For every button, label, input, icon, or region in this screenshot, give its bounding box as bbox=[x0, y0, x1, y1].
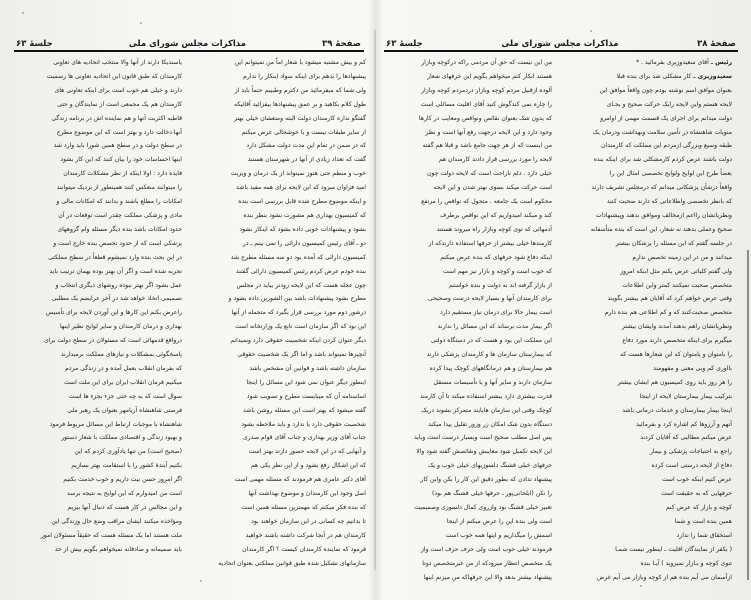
text-line: گفتگو نداره کارمندان دولت البته وضعشان خیلی بهتر bbox=[233, 114, 366, 122]
speech-text: بااوری کم وبی معنی و مفهومند bbox=[653, 364, 732, 372]
text-line bbox=[562, 348, 732, 362]
text-line: دارند و خیلی هم خوب است برای اینکه تعاونی های bbox=[54, 86, 182, 94]
text-line: و اینکه موضوع مطرح شده قابل بررسی است بنده bbox=[238, 198, 366, 206]
text-line: است حرکت میکند بسوی بهتر شدن و این لایحه bbox=[433, 184, 552, 192]
speech-text: طبقه وسیع وبزرگی ازمردم این مملکت که کارمندان bbox=[601, 142, 732, 150]
speech-text: راجع به احتیاجات پزشکی و بیمار bbox=[649, 448, 732, 456]
text-line bbox=[562, 404, 732, 418]
text-line bbox=[562, 126, 732, 140]
right-page-column-right bbox=[562, 56, 732, 584]
text-line: پاسخگوئی بمشکلات و نیازهای مملکت برمیدارند bbox=[60, 351, 182, 359]
text-line: شاهنشاه با موجبات ارتباط این مسائل مربوط فرمود bbox=[49, 420, 182, 428]
speech-text: میگیرم برای اینکه متخصص دارند مورد دفاع bbox=[622, 337, 732, 345]
speech-text: ازآسمان می آیم بنده هم از کوچه وبازار می آیم غرض bbox=[596, 573, 732, 581]
speech-text: را بامتوان و یامتوان که این شعارها هست که bbox=[620, 351, 732, 359]
text-line bbox=[562, 153, 732, 167]
speech-text: ونظریاتشان رااعم ازمخالف وموافق بدهند وپیشنهادات bbox=[595, 211, 732, 219]
text-line: کم و بیش مشتبه میشود با شعار اماّ من نمیتوانم این bbox=[234, 59, 366, 66]
text-line: کارمندان که طبق قانون این اتحادیه تعاونی ها رسمیت bbox=[46, 72, 182, 80]
text-line bbox=[562, 320, 732, 334]
text-line: گفت که تعداد زیادی از آنها در شهرستان هستند bbox=[247, 156, 366, 164]
text-line: تا بدانیم چه کسانی در این سازمان خواهند بود bbox=[251, 517, 366, 525]
text-line: است بیمار حالا برای درمان نیاز مستقیم دارد bbox=[440, 309, 552, 317]
text-line: پیشنهاد بیشتر بدهد والا این حرفهاکه من میزنم اینها bbox=[423, 573, 552, 581]
speech-text: میدانند و من در این زمینه تخصص ندارم bbox=[632, 253, 732, 261]
text-line bbox=[562, 56, 732, 70]
left-page-header bbox=[16, 36, 361, 49]
text-line: اصل وجود این کارمندان و موضوع بهداشت آنها bbox=[248, 490, 366, 498]
text-line: که بدون شک بعنوان نقائص ونواقص ومعایب در کارها bbox=[418, 114, 552, 122]
text-line: سوال است که به چه حتی جزء بجزء ها است bbox=[68, 392, 182, 400]
text-line: دستگاه بدون شک امکان زر وزور تقلیل پیدا میکند bbox=[428, 420, 552, 428]
text-line: که بیمارستان سازمان ها و کارمندان پزشکی دارند bbox=[426, 351, 552, 359]
scan-speck bbox=[590, 30, 592, 32]
speech-text: ولی گفتم کلیاتی عرض بکنم مثل اینکه امروز bbox=[620, 267, 732, 275]
text-line: پیشنهاد ندادن که بطور دقیق این کار را بکن واین کار bbox=[420, 476, 552, 484]
right-page bbox=[376, 0, 751, 600]
speech-text: را هر روز باید روی کمیسیون هم ایشان بیشتر bbox=[617, 378, 732, 386]
speech-text: بترکیب بیمار بیمارستان لایحه از اینجا bbox=[639, 392, 732, 400]
speech-text: بعضاً طرح این لوایح ولوایح تخصصی امثال این را bbox=[609, 170, 732, 178]
text-line: اگر امروز حسن نیت داریم و خوب خدمت بکنیم bbox=[63, 476, 182, 484]
text-line: در سطح دولت و در سطح همین شورا باید وارد شد bbox=[53, 142, 182, 150]
text-line bbox=[562, 501, 732, 515]
text-line bbox=[562, 223, 732, 237]
text-line: حدود امکانات باشد بنده دیگر مسئله وام گروههای bbox=[57, 225, 182, 233]
text-line bbox=[562, 445, 732, 459]
text-line: سازمانهای تشکیل شده طبق قوانین مملکتی بعنوان اتحادیه bbox=[218, 559, 366, 567]
text-line: کوچک وقتی این سازمان هایایند متمرکز بشوند دریک bbox=[421, 406, 552, 414]
text-line: ولی شما که میفرمائید من دکترم وطبیبم حتماً باید از bbox=[234, 86, 366, 94]
text-line: اگر بیمار مدت برساند که این مسائل را ندارند bbox=[437, 323, 552, 331]
speech-text: بعنوان موافق اسم نوشته بودم چون واقعاً موافق این bbox=[599, 86, 732, 94]
text-line bbox=[562, 70, 732, 84]
speech-text: دولت میدانم برای اجرای یک قسمت مهمی از اوامرو bbox=[600, 114, 732, 122]
left-page-session: جلسهٔ ۶۳ bbox=[16, 39, 53, 49]
text-line: پیشنهادها را بدهم برای اینکه سواد اینکار را ندارم bbox=[243, 72, 366, 80]
left-page-title: مذاکرات مجلس شورای ملی bbox=[128, 39, 246, 49]
text-line bbox=[562, 265, 732, 279]
left-page-column-right bbox=[196, 56, 366, 571]
text-line: شخصیت حقوقی دارد یا ندارد و باید ملاحظه بشود bbox=[241, 420, 366, 428]
right-page-number: صفحهٔ ۳۸ bbox=[697, 39, 736, 49]
text-line: اینکه دفاع شود حرفهای که بنده عرض میکنم bbox=[440, 253, 552, 261]
text-line: این مملکت این بود و هست که در دستگاه دولتی bbox=[430, 337, 552, 345]
text-line bbox=[562, 362, 732, 376]
right-page-session: جلسهٔ ۶۳ bbox=[386, 39, 423, 49]
text-line: پزشکی است که از حدود تخصص بنده خارج است و bbox=[53, 239, 182, 247]
text-line: تجربه شده است و اگر آن بهتر بوده بهمان ترتیب باید bbox=[49, 267, 182, 275]
right-page-title: مذاکرات مجلس شورای ملی bbox=[501, 39, 619, 49]
text-line: و این مجالس در کار هست که دنبال آنها ببریم bbox=[67, 504, 182, 511]
text-line: هم بیمارستان و هم درمانگاههای کوچک پیدا کرده bbox=[429, 364, 552, 372]
text-line: سازمان داشته باشد و قوانین آن مشخص باشد bbox=[249, 364, 366, 372]
text-line bbox=[562, 529, 732, 543]
text-line bbox=[562, 390, 732, 404]
text-line: امکانات را مطلع باشند و بدانند که امکانات مالی و bbox=[56, 198, 182, 206]
text-line bbox=[562, 112, 732, 126]
text-line bbox=[562, 306, 732, 320]
text-line bbox=[562, 98, 732, 112]
text-line: بشود و پیشنهادات خوبی داده بشود که اینکار بشود bbox=[239, 225, 366, 233]
text-line: آلوده ازقبیل مردم کوچه وبازار دردمردم کوچه وبازار bbox=[421, 86, 552, 94]
speech-text: صحیح وعملی بدهند نه شعار، این است که بنده متأسفانه bbox=[590, 225, 732, 233]
text-line bbox=[562, 292, 732, 306]
text-line: بنده خودم عرض کردم رئیس کمیسیون دارائی گفتند bbox=[235, 267, 366, 275]
text-line: دو ـ آقای رئیس کمیسیون دارائی را نمی بینم ـ در bbox=[242, 239, 366, 247]
text-line bbox=[562, 181, 732, 195]
text-line: هستند انکار کنم میخواهم بگویم این حرفهای شعار bbox=[427, 72, 552, 80]
text-line: خوب و منظم حتی هنوز نمیتواند از یک درمان و ویزیت bbox=[230, 170, 366, 178]
left-header-rule bbox=[14, 50, 364, 52]
text-line bbox=[562, 209, 732, 223]
text-line: باید صمیمانه و صادقانه نمیخواهم بگویم بیش از حد bbox=[54, 545, 182, 553]
text-line: فرمود که نماینده کارمندان کیست ؟ اگر کارمندان bbox=[242, 545, 366, 553]
text-line bbox=[562, 515, 732, 529]
speech-text: متخصص صحبت نمیکنند کمتر واین اطلاعات bbox=[622, 281, 732, 289]
text-line: این بود که اگر سازمان است تابع یک وزارتخانه است bbox=[235, 323, 366, 331]
speaker-name: سعیدوزیری ـ bbox=[691, 72, 732, 80]
text-line: آقای دکتر عامری هم فرمودند که مسئله مهمی است bbox=[234, 476, 366, 484]
text-line: برای کارمندان آنها و بسیار لایحه درست وصحیحی bbox=[427, 295, 552, 303]
text-line: از سایر طبقات نیست و با خوشحالی عرض میکنم bbox=[241, 128, 366, 136]
text-line: و آنهایی که در این لایحه حضور دارند بهتر است bbox=[248, 448, 366, 456]
text-line: که بفرمان انقلاب بعمل آمده و در زندگی مردم bbox=[65, 364, 182, 372]
text-line: (صحیح است) من تنها یادآوری کردم که این bbox=[74, 448, 182, 456]
right-header-rule bbox=[384, 50, 738, 52]
text-line: است ولی بنده این را عرض میکنم از اینجا bbox=[446, 517, 552, 525]
text-line bbox=[562, 195, 732, 209]
text-line: کارمندها خیلی بیشتر از حرفها استفاده دارندکه از bbox=[428, 239, 552, 247]
text-line: درواقع قدمهائی است که مسئولان در سطح دولت برای bbox=[43, 337, 182, 345]
text-line bbox=[562, 84, 732, 98]
text-line: آنها دخالت دارد و بهتر است که این موضوع مطرح bbox=[56, 128, 182, 136]
text-line: که خوب است و کوچه و بازار نیز مهم است bbox=[443, 267, 552, 275]
text-line: مادی و پزشکی مملکت چقدر است توقعات در آن bbox=[58, 211, 182, 219]
text-line: بهداری و درمان کارمندان و سایر لوایح نظیر اینها bbox=[59, 323, 182, 331]
speech-text: متخصص صحبت‌کنند که و کم اطلاعی هم بنده دارم bbox=[604, 309, 732, 317]
text-line bbox=[562, 473, 732, 487]
right-page-column-left bbox=[382, 56, 552, 584]
text-line: را میتوانند منعکس کنند همینطور از نزدیک میتوانند bbox=[56, 184, 182, 192]
speech-text: حرفهایی که به حقیقت است bbox=[661, 490, 732, 498]
text-line: دیگر عنوان کردن اینکه شخصیت حقوقی دارد ونمیدانم bbox=[230, 337, 366, 345]
text-line bbox=[562, 418, 732, 432]
text-line: کارمندان هم در آنجا شرکت داشته باشند خواهید bbox=[245, 531, 366, 539]
text-line bbox=[562, 459, 732, 473]
speaker-name: رئیس ـ bbox=[708, 59, 732, 66]
text-line: آنچیزها نمیتواند باشد و اما اگر یک شخصیت حقوقی bbox=[237, 351, 366, 359]
left-page-number: صفحهٔ ۳۹ bbox=[322, 39, 361, 49]
text-line: عمل بشود اگر بهتر نبوده روشهای دیگری انتخاب و bbox=[55, 281, 182, 289]
text-line: تصمیمی اتخاذ خواهد شد در آخر عرایضم یک مطلبی bbox=[51, 295, 182, 303]
text-line: محکوم است یک جامعه . متحول که نواقص را مرتفع bbox=[421, 198, 552, 206]
right-page-header bbox=[386, 36, 736, 49]
text-line bbox=[562, 237, 732, 251]
text-line: میکنیم فرمان انقلاب ایران برای این ملت است bbox=[64, 378, 182, 386]
speech-text: ( بکفر از نمایندگان اقلیت ـ اینطور نیست شمـا bbox=[615, 545, 732, 553]
speech-text: که بانظر تخصصی واطلاعاتی که دارند صحبت کنند bbox=[606, 198, 732, 206]
text-line bbox=[562, 167, 732, 181]
text-line: کند و میکند امیدواریم که این نواقص برطرف bbox=[440, 211, 552, 219]
text-line: خیلی دارد . دلم ناراحت است که لایحه دولت چون bbox=[427, 170, 552, 178]
text-line: که بنده فکر میکنم که مهمترین مسئله همین است bbox=[241, 504, 366, 511]
speech-text: منویات شاهنشاه در تأمین سلامت وبهداشت ودرمان یک bbox=[592, 128, 732, 136]
text-line: کمیسیون دارائی که آمده بود دو سه مسئله مطرح شد bbox=[230, 253, 366, 261]
speech-text: وقتی عرض خواهم کرد که آقایان هم بیشتر بگویند bbox=[607, 295, 732, 303]
text-line: فرمودند خیلی خوب است ولی حرف حرف است واز bbox=[420, 545, 552, 553]
speech-text: تنوی کوچه و بـازار نمیروید ) آیـا بنده bbox=[640, 559, 732, 567]
text-line bbox=[562, 334, 732, 348]
speech-text: استحقاق شما را ندارد bbox=[676, 531, 732, 539]
text-line: فایده دارد : اولا اینکه از نظر مشکلات کارمندان bbox=[63, 170, 182, 178]
text-line: اسمش را میگذاریم و اینها همه خوب است bbox=[445, 531, 552, 539]
text-line bbox=[562, 543, 732, 557]
left-page-column-left bbox=[12, 56, 182, 557]
text-line: که کمیسیون بهداری هم مشورت بشود بنظر بنده bbox=[243, 211, 366, 219]
text-line: که این اشکال رفع بشود و از این نظر یکی هم bbox=[250, 462, 366, 470]
text-line: بکنیم آیندهٔ کشور را با استقامت بهتر بسازیم bbox=[71, 462, 182, 470]
speech-text: دولت باشند عرض کردم کارمشکلی شد برای اینکه بنده bbox=[593, 156, 732, 164]
text-line: تعبیر خیلی قشنگ بود وازروی کمال دلسوزی وصمیمیت bbox=[414, 504, 552, 511]
text-line bbox=[562, 571, 732, 585]
text-line: قدرت بیشتری دارد بیشتر استفاده میکند تا آن کارمند bbox=[419, 392, 552, 400]
scan-speck bbox=[22, 12, 24, 14]
text-line: در این بحث بنده وارد نمیشوم قطعاً در سطح مملکتی bbox=[48, 253, 182, 261]
text-line: طول کلام بکاهید و بر عمق پیشنهادها بیفزائید آقائیکه bbox=[234, 100, 366, 108]
speech-text: اینجا بیمار بیمارستان و خدمات درمانی باشد bbox=[622, 406, 732, 414]
text-line: یاسندیکا دارند از آنها والا منتخب اتحادیه های تعاونی bbox=[53, 59, 182, 66]
text-line: قاطبه اکثریت آنها و هم نماینده اش در برنامه زندگی bbox=[51, 114, 182, 122]
speech-text: لایحه هستم واین لایحه رایک حرکت صحیح و بجـای bbox=[606, 100, 732, 108]
binding-edge bbox=[747, 250, 749, 580]
text-line: این لایحه تکمیل شود معایبش ونقائصش گفته شود والا bbox=[416, 448, 552, 456]
text-line: من این نیست که حق آن مردمی راکه درکوچه وبازار bbox=[421, 59, 552, 66]
speech-text: در جلسه گفتم که این مسئله را پزشکان بیشتر bbox=[615, 239, 732, 247]
text-line: ملت هستند اما یک مسئله هست که حقیقاً مسئولان امور bbox=[40, 531, 182, 539]
speech-text: همین بنده است و شما bbox=[674, 517, 732, 525]
text-line: درشور دوم مورد بررسی قرار بگیرد که متجمله از آنها bbox=[231, 309, 366, 317]
text-line: ومؤاخذه میکنند ایشان مراقب وضع حال وزندگی این bbox=[51, 517, 182, 525]
text-line: یک متخصص انتظار میرودکه از من غیرمتخصص دوتا bbox=[422, 559, 552, 567]
text-line: پس اصل مطلب صحیح است وبسیار درست است وباید bbox=[413, 434, 552, 442]
text-line: آدمهائی که توی کوچه وبازار راه میروند هستند bbox=[436, 225, 552, 233]
text-line bbox=[562, 431, 732, 445]
speech-text: کوچه و بازار که عرض کنم bbox=[665, 504, 732, 511]
speech-text: واقعاً درشأن پزشکانی میدانم که درمجلس تشریف دارند bbox=[591, 184, 732, 192]
text-line: امید فراوان میرود که این لایحه برای همه مفید باشد bbox=[236, 184, 366, 192]
speech-text: کار مشکلی شد برای بنده قبلا bbox=[616, 72, 692, 80]
text-line: فرصتی شاهنشاه آریامهر بعنوان یک رهبر ملی bbox=[67, 406, 182, 414]
text-line: اساسنامه آن که میبایست مطرح و تصویب شود bbox=[246, 392, 366, 400]
text-line: را چاره نمی کندگوش کنید آقای اقلیت مسائلی است bbox=[420, 100, 552, 108]
text-line bbox=[562, 251, 732, 265]
text-line: گفته میشود که بهتر است این مسئله روشن باشد bbox=[243, 406, 366, 414]
text-line: که در ضمن در تمام این مدت دولت مشکل دارد bbox=[246, 142, 366, 150]
text-line: وجود دارد و این لایحه درجهت رفع آنها است و نظر bbox=[425, 128, 552, 136]
text-line bbox=[562, 487, 732, 501]
text-line: اینطور دیگر عنوان نمی شود این مسائل را اینجا bbox=[246, 378, 366, 386]
text-line bbox=[562, 279, 732, 293]
speech-text: عرض میکنم مطالبی که آقایان کردند bbox=[640, 434, 732, 442]
text-line bbox=[562, 376, 732, 390]
scan-speck bbox=[640, 585, 642, 587]
scan-speck bbox=[140, 22, 142, 24]
text-line: جناب آقای وزیر بهداری و جناب آقای قوام صدری bbox=[243, 434, 366, 442]
text-line: راعرض بکنم این کارها و این آوردن لایحه برای تأسیس bbox=[45, 309, 182, 317]
text-line: مطرح بشود پیشنهادات باشد بین الشورین داده بشود و bbox=[228, 295, 366, 303]
text-line: و بهبود زندگی و اقتصادی مملکت با شعار دستور bbox=[61, 434, 182, 442]
text-line: از بازار گرفته اند نه دولت و بنده خواستم bbox=[448, 281, 552, 289]
text-line: است من امیدوارم که این لوایح به نتیجه برسد bbox=[67, 490, 182, 498]
speech-text: ونظریاتشان راهم بدهند آمدند وایشان بیشتر bbox=[621, 323, 732, 331]
text-line: سازمان دارند و سایر آنها و یا تأسیسات مستقل bbox=[433, 378, 552, 386]
left-page bbox=[0, 0, 375, 600]
text-line: حرفهای خیلی قشنگ دلسوزیهای خیلی خوب و یک bbox=[427, 462, 552, 470]
text-line: کارمندان هم یک مجمعی است از نمایندگان و حتی bbox=[57, 100, 182, 108]
text-line: چون عجله هست که این لایحه زودتر بیاید در مجلس bbox=[236, 281, 366, 289]
text-line: من اینست که از هر جهت جامع باشد و قبلا هم گفته bbox=[422, 142, 552, 150]
speech-text: آقای سعیدوزیری بفرمائید . * bbox=[636, 59, 709, 66]
text-line: لایحه را مورد بررسی قرار دادند کارمندان هم bbox=[438, 156, 552, 164]
speech-text: آنهم و آرزوها کم اشاره کرد و بفرمائید bbox=[635, 420, 732, 428]
text-line: را نکن (ابلخانی‌پور ـ حرفها خیلی قشنگ هم بود) bbox=[431, 490, 552, 498]
speech-text: دفاع از لایحه درستی است کرده bbox=[651, 462, 732, 470]
speech-text: عرض کنیم اینکه خوب است bbox=[661, 476, 732, 484]
text-line bbox=[562, 139, 732, 153]
text-line bbox=[562, 557, 732, 571]
text-line: اینها احساسات خود را بیان کنند که این کار بشود bbox=[60, 156, 182, 164]
scan-speck bbox=[200, 580, 202, 582]
